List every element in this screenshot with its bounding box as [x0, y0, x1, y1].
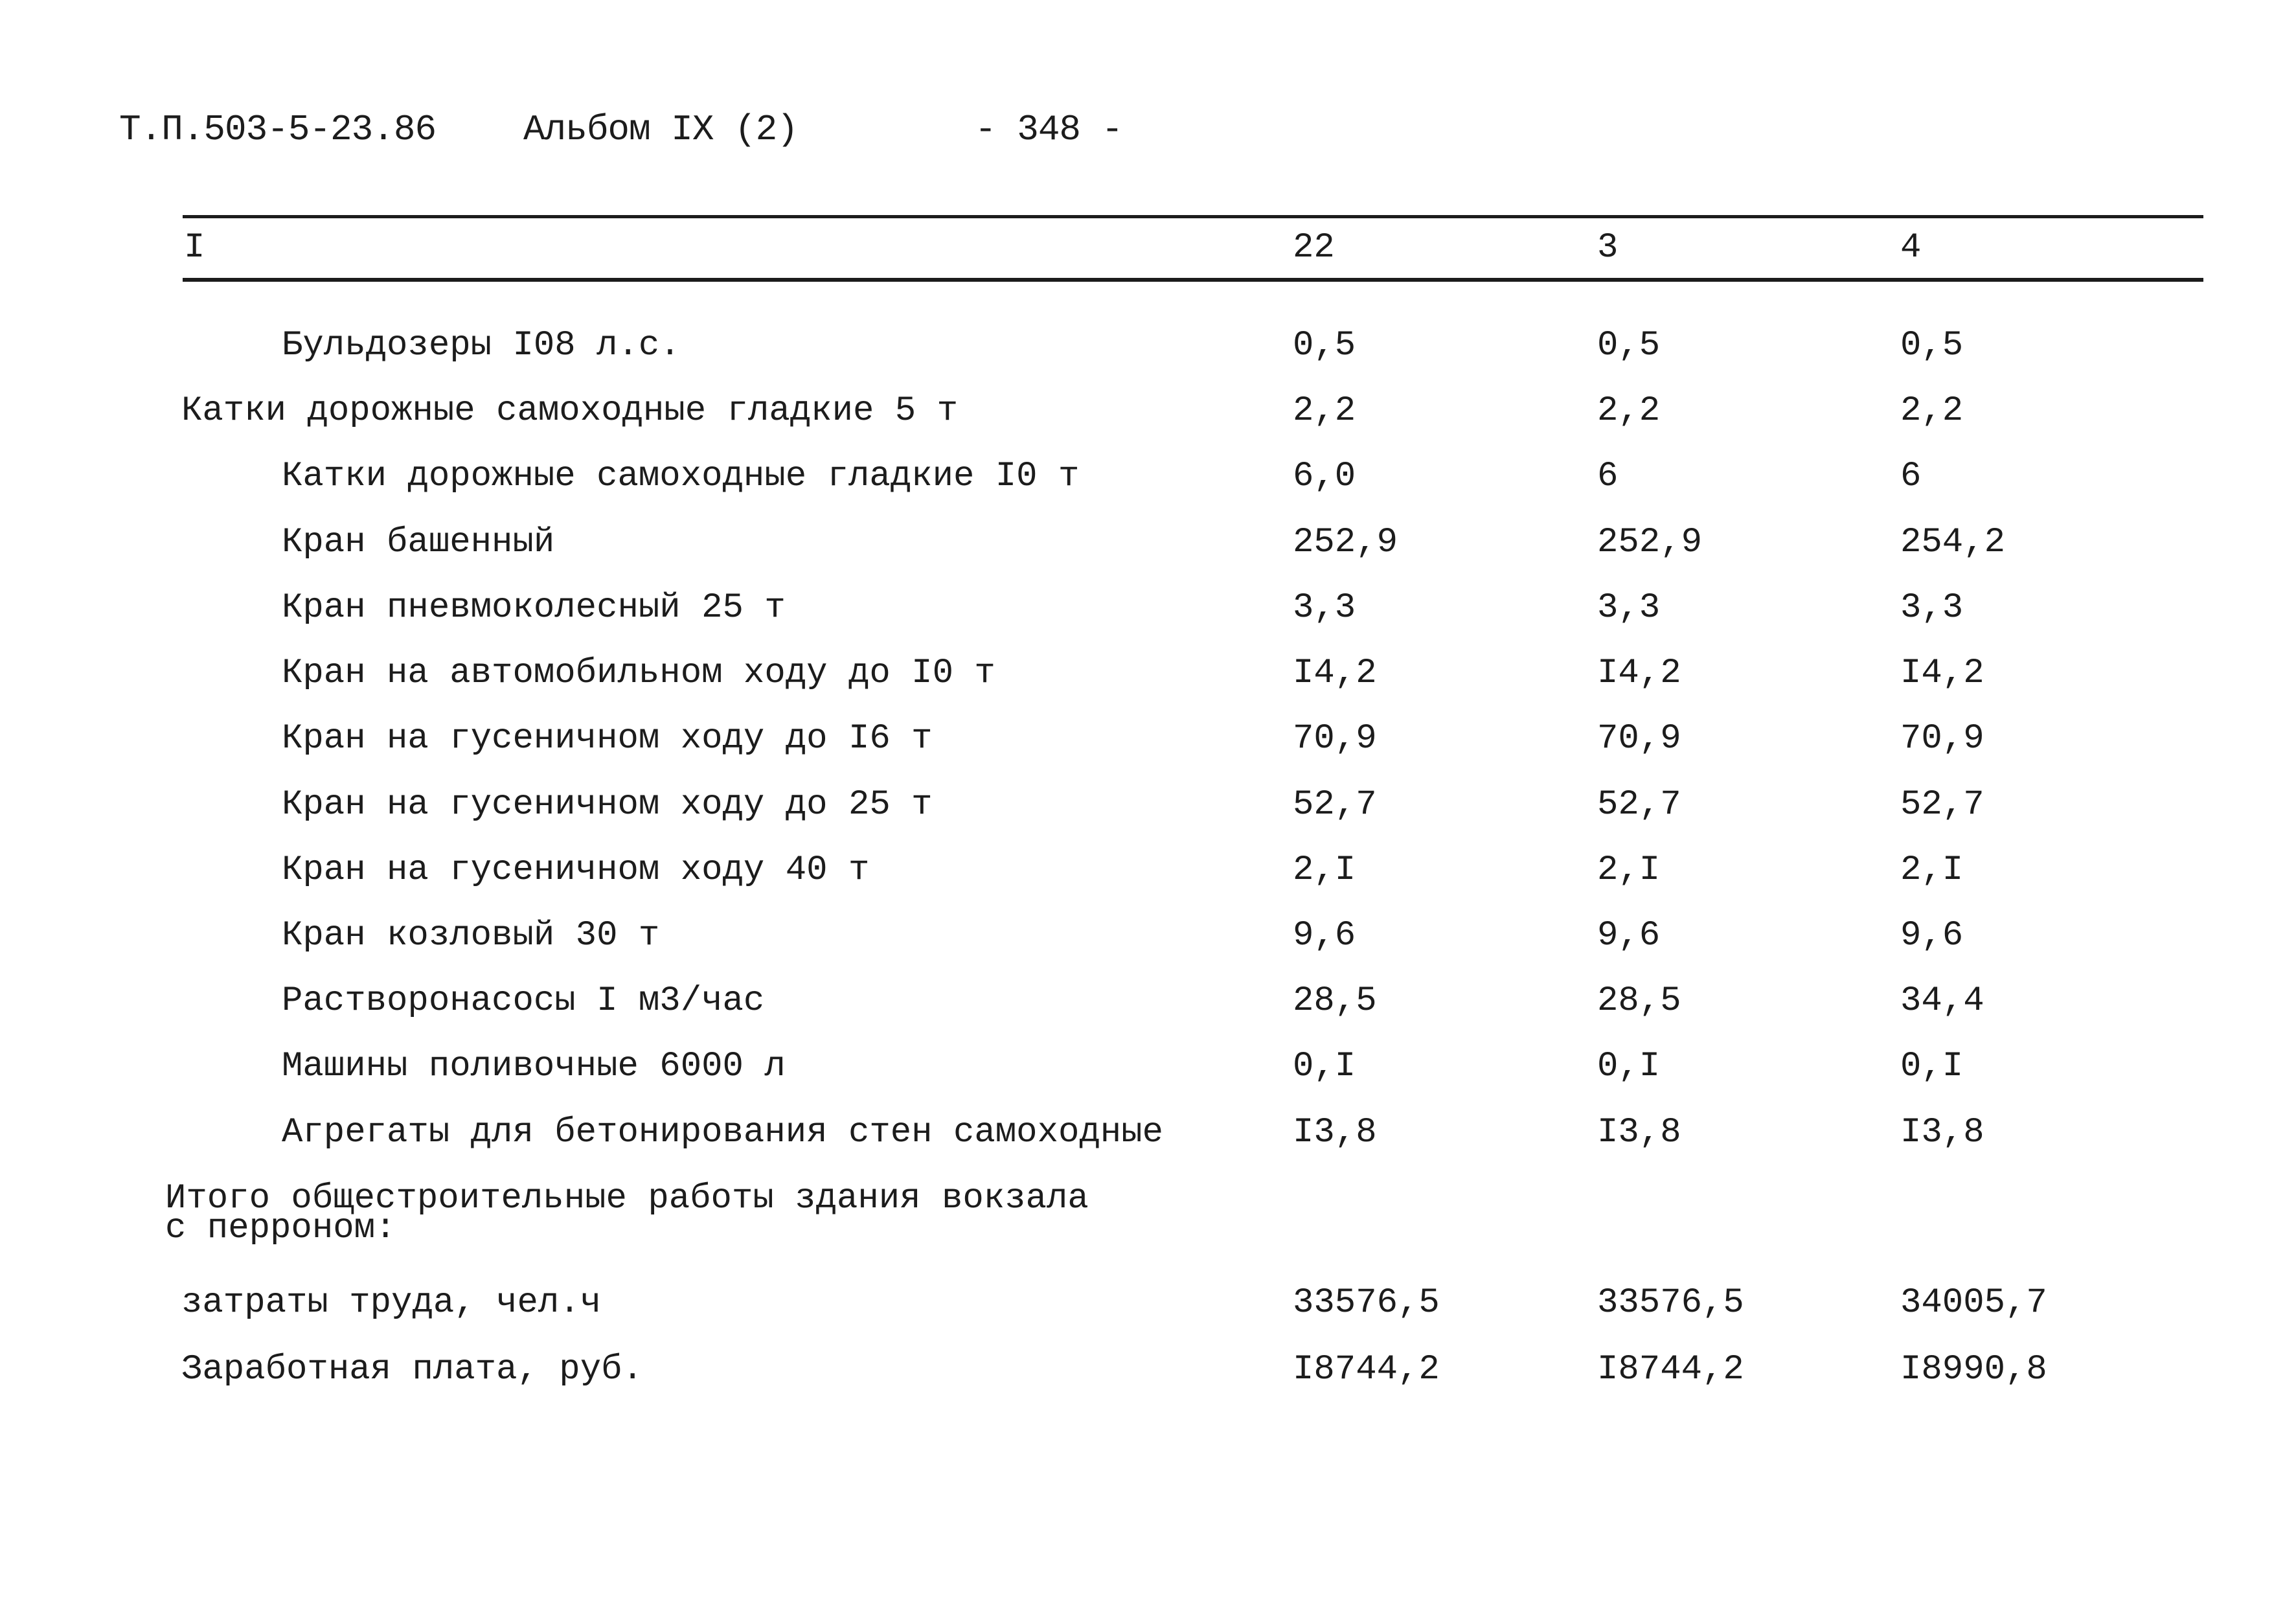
total-heading-line-2: с перроном:: [165, 1209, 396, 1248]
cell-col-3: 0,I: [1597, 1047, 1661, 1086]
column-header-3: 3: [1597, 228, 1619, 268]
table-row: [0, 979, 2296, 1024]
table-row: [0, 913, 2296, 959]
cell-col-4: 6: [1900, 457, 1922, 496]
row-label: Кран на автомобильном ходу до I0 т: [282, 654, 995, 693]
table-top-rule: [183, 215, 2203, 218]
total-heading-line-1: Итого общестроительные работы здания вокзала: [165, 1179, 1089, 1218]
cell-col-22: 52,7: [1293, 785, 1377, 825]
table-row: [0, 782, 2296, 828]
table-row: [0, 716, 2296, 762]
table-row: [0, 651, 2296, 696]
cell-col-4: 2,I: [1900, 850, 1964, 890]
row-label: Кран козловый 30 т: [282, 916, 660, 955]
total-cell-col-22: I8744,2: [1293, 1350, 1440, 1389]
cell-col-3: 70,9: [1597, 719, 1681, 758]
table-row: [0, 323, 2296, 369]
table-row: [0, 454, 2296, 499]
column-header-2: 22: [1293, 228, 1335, 268]
table-row: [0, 848, 2296, 893]
row-label: Агрегаты для бетонирования стен самоходные: [282, 1113, 1164, 1152]
cell-col-3: I3,8: [1597, 1113, 1681, 1152]
cell-col-3: 9,6: [1597, 916, 1661, 955]
cell-col-22: 70,9: [1293, 719, 1377, 758]
total-row: [0, 1281, 2296, 1326]
cell-col-4: 70,9: [1900, 719, 1984, 758]
cell-col-22: 6,0: [1293, 457, 1356, 496]
cell-col-4: 254,2: [1900, 523, 2006, 562]
cell-col-4: 0,I: [1900, 1047, 1964, 1086]
table-header-rule: [183, 278, 2203, 282]
cell-col-4: 34,4: [1900, 981, 1984, 1021]
total-cell-col-4: I8990,8: [1900, 1350, 2047, 1389]
cell-col-4: 2,2: [1900, 391, 1964, 431]
page-number: - 348 -: [975, 109, 1123, 150]
cell-col-3: 0,5: [1597, 326, 1661, 365]
row-label: Кран башенный: [282, 523, 555, 562]
cell-col-3: 28,5: [1597, 981, 1681, 1021]
row-label: Кран на гусеничном ходу 40 т: [282, 850, 870, 890]
row-label: Машины поливочные 6000 л: [282, 1047, 786, 1086]
cell-col-4: 0,5: [1900, 326, 1964, 365]
cell-col-22: 2,2: [1293, 391, 1356, 431]
table-row: [0, 1110, 2296, 1156]
row-label: Кран пневмоколесный 25 т: [282, 588, 786, 628]
total-row: [0, 1347, 2296, 1393]
table-row: [0, 586, 2296, 631]
table-row: [0, 389, 2296, 434]
total-row-label: Заработная плата, руб.: [181, 1350, 643, 1389]
cell-col-3: 2,I: [1597, 850, 1661, 890]
cell-col-22: 2,I: [1293, 850, 1356, 890]
cell-col-3: 6: [1597, 457, 1619, 496]
total-cell-col-22: 33576,5: [1293, 1283, 1440, 1323]
cell-col-22: 9,6: [1293, 916, 1356, 955]
cell-col-22: I3,8: [1293, 1113, 1377, 1152]
cell-col-4: I3,8: [1900, 1113, 1984, 1152]
cell-col-3: 3,3: [1597, 588, 1661, 628]
cell-col-22: 28,5: [1293, 981, 1377, 1021]
cell-col-22: 0,I: [1293, 1047, 1356, 1086]
cell-col-4: 9,6: [1900, 916, 1964, 955]
total-heading: [165, 1179, 1089, 1248]
cell-col-22: 3,3: [1293, 588, 1356, 628]
cell-col-3: 252,9: [1597, 523, 1703, 562]
column-header-1: I: [184, 228, 205, 268]
table-row: [0, 520, 2296, 565]
cell-col-4: 3,3: [1900, 588, 1964, 628]
album-number: Альбом IX (2): [523, 109, 798, 150]
row-label: Катки дорожные самоходные гладкие I0 т: [282, 457, 1080, 496]
total-cell-col-3: 33576,5: [1597, 1283, 1744, 1323]
table-row: [0, 1044, 2296, 1089]
cell-col-3: I4,2: [1597, 654, 1681, 693]
total-row-label: затраты труда, чел.ч: [181, 1283, 602, 1323]
cell-col-22: 252,9: [1293, 523, 1398, 562]
row-label: Бульдозеры I08 л.с.: [282, 326, 681, 365]
cell-col-4: I4,2: [1900, 654, 1984, 693]
cell-col-4: 52,7: [1900, 785, 1984, 825]
cell-col-3: 2,2: [1597, 391, 1661, 431]
document-code: Т.П.503-5-23.86: [119, 109, 437, 150]
row-label: Кран на гусеничном ходу до I6 т: [282, 719, 933, 758]
row-label: Кран на гусеничном ходу до 25 т: [282, 785, 933, 825]
total-cell-col-3: I8744,2: [1597, 1350, 1744, 1389]
cell-col-22: 0,5: [1293, 326, 1356, 365]
row-label: Катки дорожные самоходные гладкие 5 т: [181, 391, 958, 431]
column-header-4: 4: [1900, 228, 1922, 268]
cell-col-22: I4,2: [1293, 654, 1377, 693]
cell-col-3: 52,7: [1597, 785, 1681, 825]
row-label: Растворонасосы I м3/час: [282, 981, 765, 1021]
total-cell-col-4: 34005,7: [1900, 1283, 2047, 1323]
